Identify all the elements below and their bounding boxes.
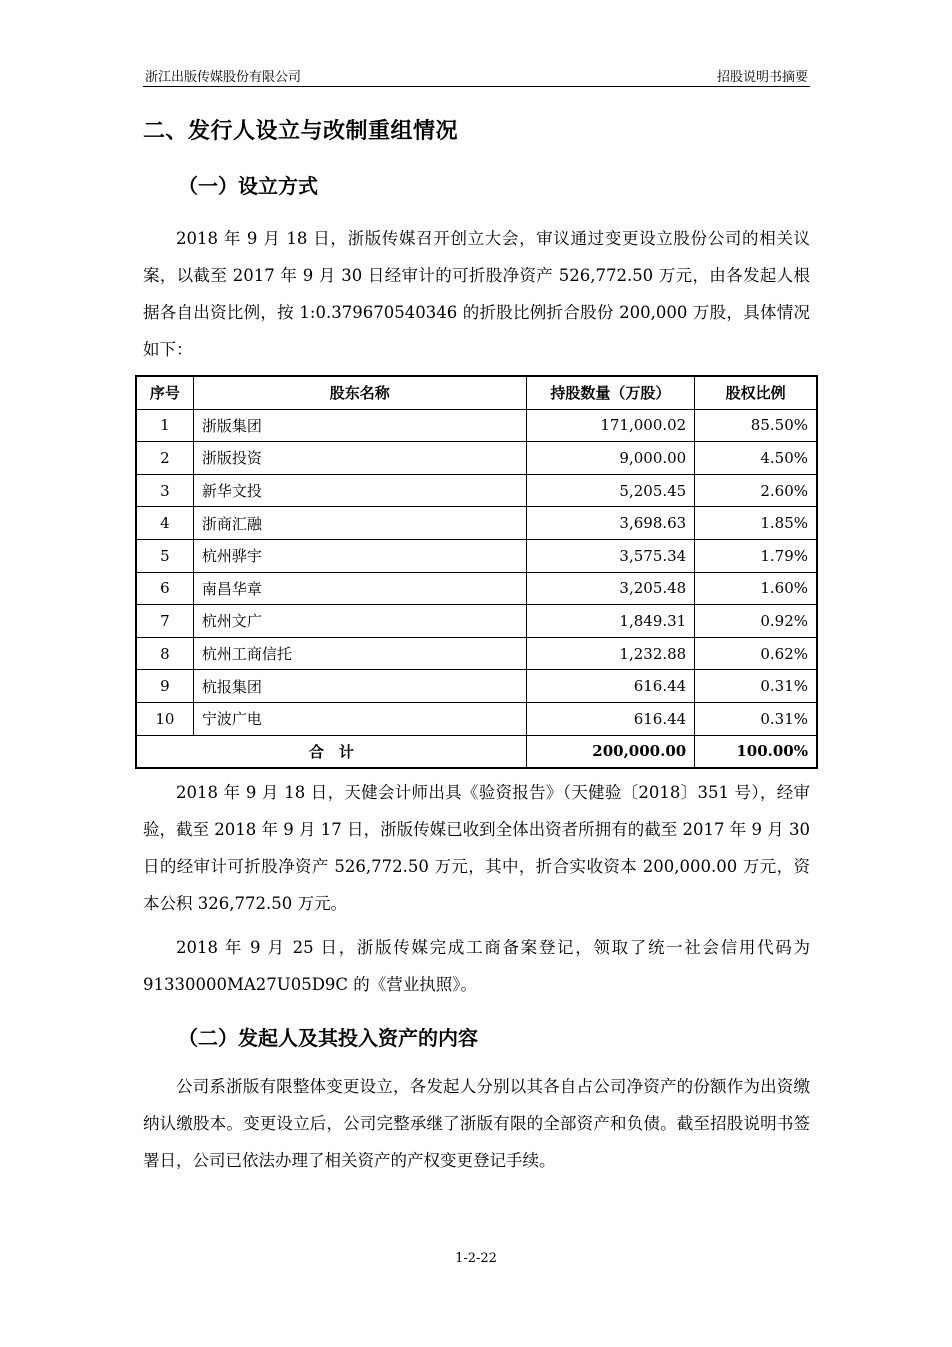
cell-ratio: 2.60% xyxy=(695,474,817,507)
cell-shares: 1,232.88 xyxy=(526,637,695,670)
cell-no: 9 xyxy=(136,670,193,703)
cell-name: 浙版投资 xyxy=(193,442,526,475)
cell-ratio: 4.50% xyxy=(695,442,817,475)
cell-name: 南昌华章 xyxy=(193,572,526,605)
header-doc-type: 招股说明书摘要 xyxy=(716,70,808,85)
table-row xyxy=(136,702,817,735)
cell-no: 1 xyxy=(136,409,193,442)
cell-ratio: 1.79% xyxy=(695,539,817,572)
total-shares: 200,000.00 xyxy=(526,735,695,768)
page-number: 1-2-22 xyxy=(455,1251,497,1266)
cell-name: 杭州工商信托 xyxy=(193,637,526,670)
cell-ratio: 0.31% xyxy=(695,702,817,735)
section-title: 二、发行人设立与改制重组情况 xyxy=(143,119,459,144)
shareholder-table xyxy=(135,375,818,769)
cell-name: 杭报集团 xyxy=(193,670,526,703)
table-row xyxy=(136,605,817,638)
header-company: 浙江出版传媒股份有限公司 xyxy=(145,70,302,85)
cell-shares: 1,849.31 xyxy=(526,605,695,638)
table-row xyxy=(136,539,817,572)
cell-no: 2 xyxy=(136,442,193,475)
cell-ratio: 0.92% xyxy=(695,605,817,638)
cell-name: 浙商汇融 xyxy=(193,507,526,540)
paragraph-capital-verification: 2018 年 9 月 18 日，天健会计师出具《验资报告》（天健验〔2018〕351 号），经审验，截至 2018 年 9 月 17 日，浙版传媒已收到全体出资者所拥有的截至 2017 年 9 月 30 日的经审计可折股净资产 526,772.50 万元，其中，折合实收资本 200,000.00 万元，资本公积 326,772.50 万元。 xyxy=(143,783,810,913)
cell-shares: 5,205.45 xyxy=(526,474,695,507)
table-row xyxy=(136,572,817,605)
table-row xyxy=(136,409,817,442)
cell-name: 新华文投 xyxy=(193,474,526,507)
cell-name: 杭州骅宇 xyxy=(193,539,526,572)
paragraph-establishment: 2018 年 9 月 18 日，浙版传媒召开创立大会，审议通过变更设立股份公司的相关议案，以截至 2017 年 9 月 30 日经审计的可折股净资产 526,772.50 万元，由各发起人根据各自出资比例，按 1:0.379670540346 的折股比例折合股份 200,000 万股，具体情况如下： xyxy=(143,229,810,359)
table-row xyxy=(136,442,817,475)
cell-shares: 3,205.48 xyxy=(526,572,695,605)
total-ratio: 100.00% xyxy=(695,735,817,768)
cell-ratio: 1.60% xyxy=(695,572,817,605)
table-header-row xyxy=(136,376,817,409)
header-no: 序号 xyxy=(136,376,193,409)
paragraph-business-license: 2018 年 9 月 25 日，浙版传媒完成工商备案登记，领取了统一社会信用代码为 91330000MA27U05D9C 的《营业执照》。 xyxy=(143,938,810,994)
subsection-title-establishment: （一）设立方式 xyxy=(178,174,318,198)
cell-name: 杭州文广 xyxy=(193,605,526,638)
table-total-row xyxy=(136,735,817,768)
cell-name: 浙版集团 xyxy=(193,409,526,442)
cell-no: 7 xyxy=(136,605,193,638)
cell-shares: 3,575.34 xyxy=(526,539,695,572)
table-row xyxy=(136,670,817,703)
page-header xyxy=(143,66,810,87)
header-ratio: 股权比例 xyxy=(695,376,817,409)
cell-shares: 616.44 xyxy=(526,702,695,735)
cell-ratio: 0.31% xyxy=(695,670,817,703)
cell-no: 4 xyxy=(136,507,193,540)
paragraph-promoter-assets: 公司系浙版有限整体变更设立，各发起人分别以其各自占公司净资产的份额作为出资缴纳认缴股本。变更设立后，公司完整承继了浙版有限的全部资产和负债。截至招股说明书签署日，公司已依法办理了相关资产的产权变更登记手续。 xyxy=(143,1077,810,1170)
table-row xyxy=(136,507,817,540)
cell-shares: 171,000.02 xyxy=(526,409,695,442)
header-shares: 持股数量（万股） xyxy=(526,376,695,409)
subsection-title-promoters: （二）发起人及其投入资产的内容 xyxy=(178,1026,478,1050)
header-name: 股东名称 xyxy=(193,376,526,409)
table-row xyxy=(136,474,817,507)
cell-name: 宁波广电 xyxy=(193,702,526,735)
cell-no: 10 xyxy=(136,702,193,735)
cell-no: 3 xyxy=(136,474,193,507)
cell-no: 5 xyxy=(136,539,193,572)
cell-shares: 616.44 xyxy=(526,670,695,703)
cell-no: 6 xyxy=(136,572,193,605)
cell-ratio: 1.85% xyxy=(695,507,817,540)
cell-shares: 3,698.63 xyxy=(526,507,695,540)
cell-ratio: 85.50% xyxy=(695,409,817,442)
cell-ratio: 0.62% xyxy=(695,637,817,670)
total-label: 合 计 xyxy=(136,735,526,768)
cell-shares: 9,000.00 xyxy=(526,442,695,475)
table-row xyxy=(136,637,817,670)
cell-no: 8 xyxy=(136,637,193,670)
